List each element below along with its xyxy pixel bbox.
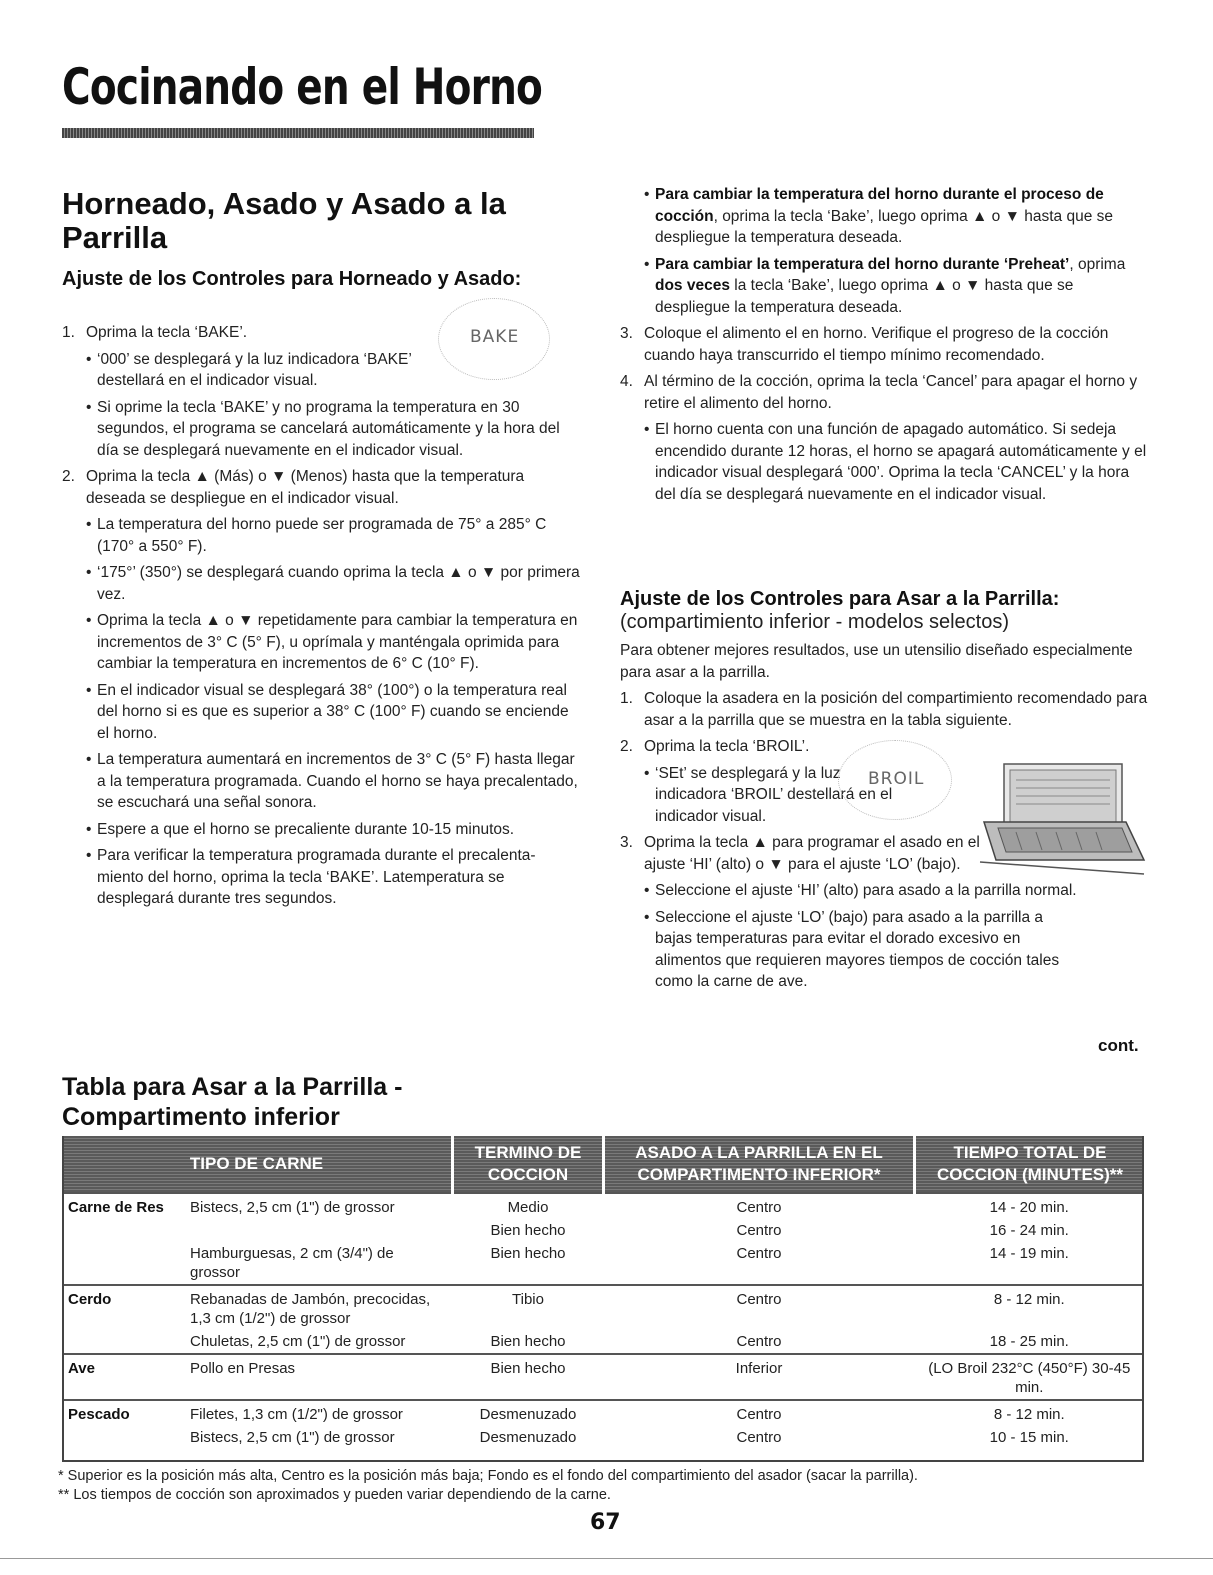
bake-heading: Ajuste de los Controles para Horneado y Asado: (62, 268, 522, 290)
bake-steps-left (62, 322, 582, 915)
cell-position: Centro (736, 1245, 782, 1262)
step-number: 2. (620, 738, 633, 755)
bake-step2-bullet: • La temperatura aumentará en incrementos de 3° C (5° F) hasta llegar a la temperatura programada. Cuando el horno se haya precalentado, se escuchará una señal sonora. (62, 749, 582, 814)
broil-table (62, 1136, 1144, 1449)
table-row (62, 1354, 1144, 1400)
step-number: 1. (62, 324, 75, 341)
broil-step3-bullet: • Seleccione el ajuste ‘HI’ (alto) para asado a la parrilla normal. (620, 880, 1150, 902)
broil-heading: Ajuste de los Controles para Asar a la Parrilla: (620, 588, 1060, 610)
cell-position: Centro (604, 1193, 915, 1219)
cell-category (62, 1426, 184, 1449)
bullet-text: la tecla ‘Bake’, luego oprima ▲ o ▼ hasta que se despliegue la temperatura deseada. (655, 277, 1074, 316)
step-text: Oprima la tecla ▲ para programar el asado en el ajuste ‘HI’ (alto) o ▼ para el ajuste ‘LO’ (bajo). (644, 834, 980, 873)
bake-step2-bullet: • La temperatura del horno puede ser programada de 75° a 285° C (170° a 550° F). (62, 514, 582, 557)
cell-item (184, 1219, 453, 1242)
cell-time: (LO Broil 232°C (450°F) 30-45 min. (915, 1354, 1145, 1400)
cell-item: Rebanadas de Jambón, precocidas, 1,3 cm (1/2") de grossor (184, 1285, 453, 1330)
table-body (62, 1193, 1144, 1449)
cell-time: 14 - 20 min. (915, 1193, 1145, 1219)
oven-drawer-illustration (976, 762, 1146, 880)
cell-category: Ave (62, 1354, 184, 1400)
footnotes (58, 1467, 1158, 1505)
page-number: 67 (590, 1510, 621, 1535)
title-underline (62, 128, 534, 138)
table-title-line1: Tabla para Asar a la Parrilla - (62, 1073, 403, 1101)
header-time: TIEMPO TOTAL DE COCCION (MINUTES)** (915, 1136, 1145, 1193)
cell-position: Centro (736, 1333, 782, 1350)
step-number: 4. (620, 373, 633, 390)
cell-time: 16 - 24 min. (989, 1222, 1069, 1239)
footnote: * Superior es la posición más alta, Centro es la posición más baja; Fondo es el fondo del compartimiento del asador (sacar la parrilla). (58, 1468, 918, 1484)
bullet-text: , oprima la tecla ‘Bake’, luego oprima ▲ o ▼ hasta que se despliegue la temperatura deseada. (655, 207, 1114, 246)
cell-time: 18 - 25 min. (989, 1333, 1069, 1350)
cell-time: 8 - 12 min. (915, 1285, 1145, 1330)
cell-doneness: Medio (453, 1193, 604, 1219)
bake-step2-bullet: • ‘175°’ (350°) se desplegará cuando oprima la tecla ▲ o ▼ por primera vez. (62, 562, 582, 605)
broil-subheading: (compartimiento inferior - modelos selectos) (620, 611, 1010, 633)
table-row (62, 1242, 1144, 1285)
cell-category: Pescado (62, 1400, 184, 1426)
footnote: ** Los tiempos de cocción son aproximados y pueden variar dependiendo de la carne. (58, 1487, 611, 1503)
cell-item: Filetes, 1,3 cm (1/2") de grossor (184, 1400, 453, 1426)
step-number: 3. (620, 834, 633, 851)
bake-step2-bullet: • Para verificar la temperatura programada durante el precalenta-miento del horno, oprima la tecla ‘BAKE’. Latemperatura se desplegará durante tres segundos. (62, 845, 582, 910)
cell-position: Centro (736, 1222, 782, 1239)
cell-doneness: Bien hecho (490, 1333, 566, 1350)
bake-step1-bullet: • Si oprime la tecla ‘BAKE’ y no programa la temperatura en 30 segundos, el programa se cancelará automáticamente y la hora del día se desplegará nuevamente en el indicador visual. (62, 397, 582, 462)
bake-steps-right (620, 184, 1150, 510)
bake-step-1 (62, 322, 582, 344)
bullet-bold: dos veces (655, 277, 730, 294)
bake-step2-bullet: • Espere a que el horno se precaliente durante 10-15 minutos. (62, 819, 582, 841)
bake-right-bullet (620, 184, 1150, 249)
cell-doneness: Desmenuzado (479, 1429, 577, 1446)
bake-step2-bullet: • Oprima la tecla ▲ o ▼ repetidamente para cambiar la temperatura en incrementos de 3° C (5° F), u oprímala y manténgala oprimida para cambiar la temperatura en incrementos de 6° C (10° F). (62, 610, 582, 675)
step-text: Oprima la tecla ‘BAKE’. (86, 324, 248, 341)
table-row (62, 1285, 1144, 1330)
bake-step-2 (62, 466, 582, 509)
bake-step-3 (620, 323, 1150, 366)
step-text: Coloque la asadera en la posición del compartimiento recomendado para asar a la parrilla que se muestra en la tabla siguiente. (644, 690, 1148, 729)
cell-doneness: Bien hecho (453, 1354, 604, 1400)
header-doneness: TERMINO DE COCCION (453, 1136, 604, 1193)
broil-intro: Para obtener mejores resultados, use un utensilio diseñado especialmente para asar a la parrilla. (620, 642, 1133, 681)
table-title (62, 1072, 402, 1132)
cell-doneness: Bien hecho (490, 1245, 566, 1262)
cell-doneness: Tibio (453, 1285, 604, 1330)
broil-display-label: BROIL (868, 769, 925, 789)
bake-display-label: BAKE (470, 327, 520, 347)
cell-position: Inferior (604, 1354, 915, 1400)
table-title-line2: Compartimento inferior (62, 1103, 340, 1131)
cell-doneness: Desmenuzado (453, 1400, 604, 1426)
table-row (62, 1426, 1144, 1449)
bake-step4-bullet: • El horno cuenta con una función de apagado automático. Si sedeja encendido durante 12 horas, el horno se apagará automáticamente y el indicador visual desplegará ‘000’. Oprima la tecla ‘CANCEL’ y la hora del día se desplegará nuevamente en el indicador visual. (620, 419, 1150, 505)
cell-time: 14 - 19 min. (989, 1245, 1069, 1262)
cell-time: 8 - 12 min. (915, 1400, 1145, 1426)
step-text: Oprima la tecla ▲ (Más) o ▼ (Menos) hasta que la temperatura deseada se despliegue en el indicador visual. (86, 468, 525, 507)
bullet-bold: Para cambiar la temperatura del horno durante el proceso de cocción (655, 186, 1104, 225)
cell-category: Carne de Res (62, 1193, 184, 1219)
step-number: 2. (62, 468, 75, 485)
bottom-rule (0, 1558, 1213, 1559)
table-row (62, 1219, 1144, 1242)
table-row (62, 1330, 1144, 1354)
cell-item: Chuletas, 2,5 cm (1") de grossor (190, 1333, 406, 1350)
step-number: 3. (620, 325, 633, 342)
broil-step-1 (620, 688, 1150, 731)
broil-step3-bullet: • Seleccione el ajuste ‘LO’ (bajo) para asado a la parrilla a bajas temperaturas para evitar el dorado excesivo en alimentos que requieren mayores tiempos de cocción tales como la carne de ave. (620, 907, 1150, 993)
bake-step2-bullet: • En el indicador visual se desplegará 38° (100°) o la temperatura real del horno si es que es superior a 38° C (100° F) cuando se enciende el horno. (62, 680, 582, 745)
bake-right-bullet (620, 254, 1150, 319)
bake-step1-bullet: • ‘000’ se desplegará y la luz indicadora ‘BAKE’ destellará en el indicador visual. (62, 349, 582, 392)
cell-category (62, 1330, 184, 1354)
continued-label: cont. (1098, 1036, 1139, 1055)
step-text: Al término de la cocción, oprima la tecla ‘Cancel’ para apagar el horno y retire el alimento del horno. (644, 373, 1138, 412)
cell-position: Centro (604, 1285, 915, 1330)
step-text: Coloque el alimento el en horno. Verifique el progreso de la cocción cuando haya transcurrido el tiempo mínimo recomendado. (644, 325, 1109, 364)
cell-item: Hamburguesas, 2 cm (3/4") de grossor (190, 1245, 394, 1281)
cell-item: Pollo en Presas (184, 1354, 453, 1400)
header-meat-type: TIPO DE CARNE (62, 1136, 453, 1193)
cell-category (62, 1242, 184, 1285)
step-number: 1. (620, 690, 633, 707)
broil-step2-bullet: • ‘SEt’ se desplegará y la luz indicadora ‘BROIL’ destellará en el indicador visual. (620, 763, 1150, 828)
cell-position: Centro (604, 1400, 915, 1426)
header-position: ASADO A LA PARRILLA EN EL COMPARTIMENTO INFERIOR* (604, 1136, 915, 1193)
cell-item: Bistecs, 2,5 cm (1") de grossor (184, 1193, 453, 1219)
step-text: Oprima la tecla ‘BROIL’. (644, 738, 810, 755)
bake-step-4 (620, 371, 1150, 414)
cell-category (62, 1219, 184, 1242)
table-header-row (62, 1136, 1144, 1193)
cell-item: Bistecs, 2,5 cm (1") de grossor (190, 1429, 395, 1446)
page-title: Cocinando en el Horno (62, 58, 543, 116)
cell-position: Centro (736, 1429, 782, 1446)
cell-category: Cerdo (62, 1285, 184, 1330)
cell-doneness: Bien hecho (490, 1222, 566, 1239)
bullet-text: , oprima (1069, 255, 1126, 273)
table-row (62, 1193, 1144, 1219)
section-title: Horneado, Asado y Asado a la Parrilla (62, 186, 506, 255)
cell-time: 10 - 15 min. (989, 1429, 1069, 1446)
table-row (62, 1400, 1144, 1426)
bullet-bold: Para cambiar la temperatura del horno durante ‘Preheat’ (655, 255, 1070, 273)
